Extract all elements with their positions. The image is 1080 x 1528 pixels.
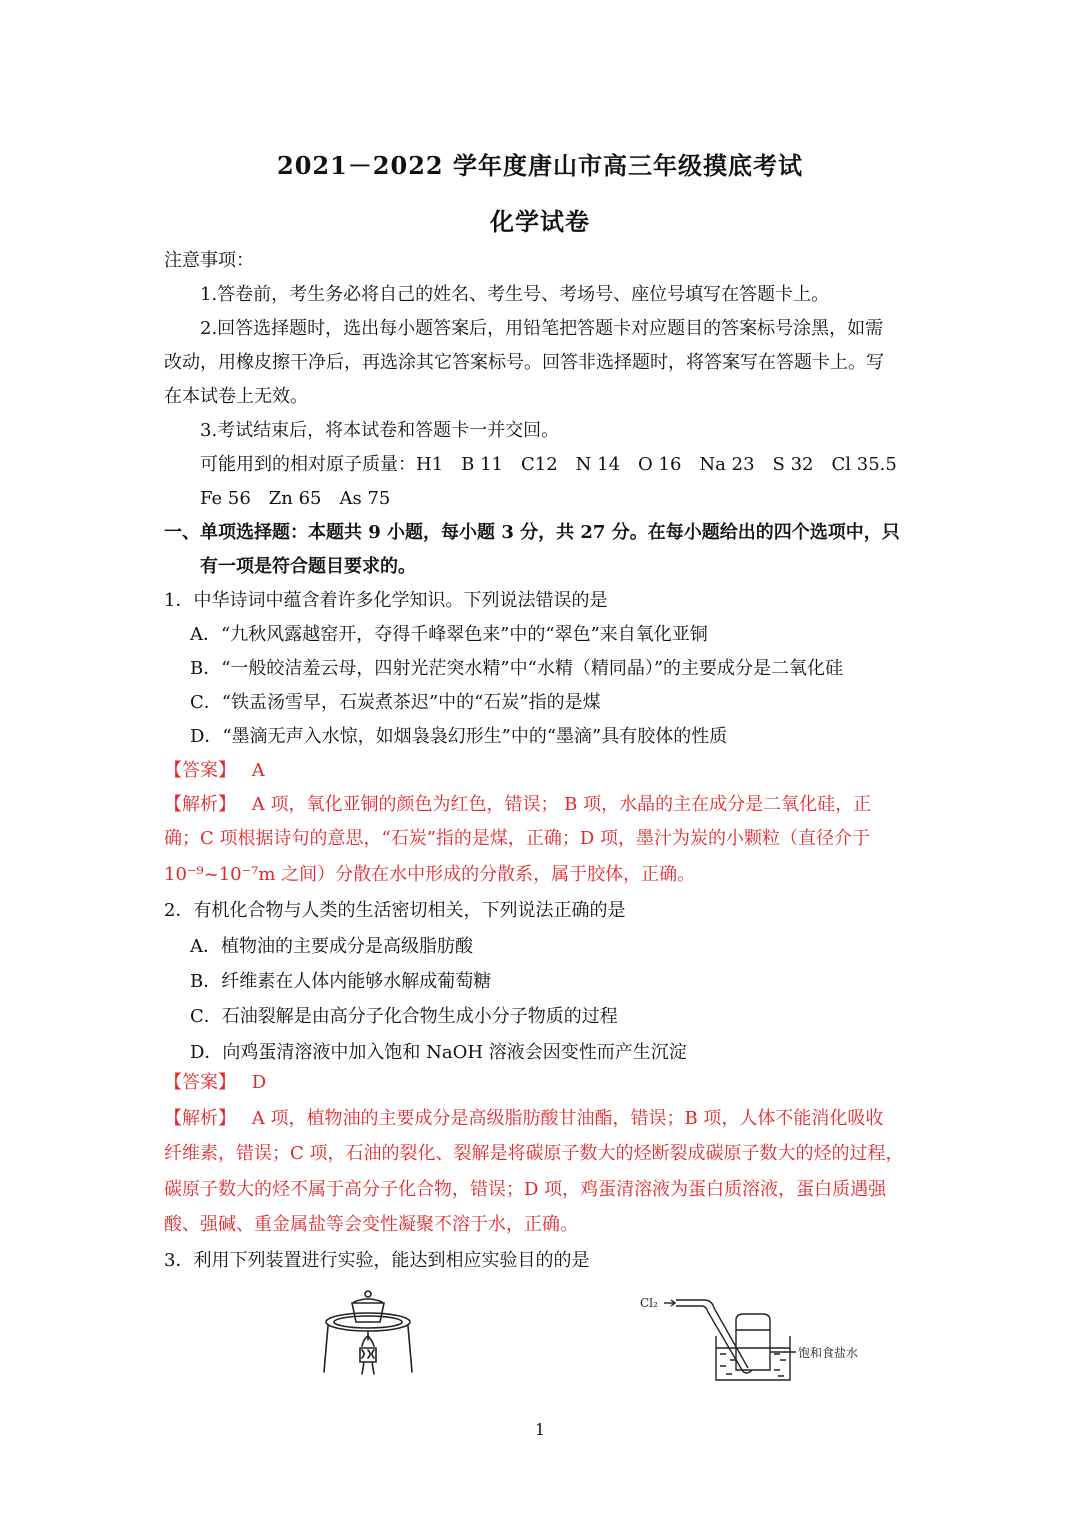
q1-option-a: A．“九秋风露越窑开，夺得千峰翠色来”中的“翠色”来自氧化亚铜 <box>190 624 708 645</box>
answer-value: D <box>251 1072 267 1093</box>
q2-stem: 2．有机化合物与人类的生活密切相关，下列说法正确的是 <box>164 900 626 921</box>
q2-analysis-line-2: 纤维素，错误；C 项，石油的裂化、裂解是将碳原子数大的烃断裂成碳原子数大的烃的过程， <box>164 1143 904 1164</box>
notice-item-2-line-1: 2.回答选择题时，选出每小题答案后，用铅笔把答题卡对应题目的答案标号涂黑，如需 <box>200 318 884 339</box>
notice-item-2-line-3: 在本试卷上无效。 <box>164 386 308 407</box>
q3-stem: 3．利用下列装置进行实验，能达到相应实验目的的是 <box>164 1250 590 1271</box>
analysis-label: 【解析】 <box>164 1108 236 1129</box>
q1-option-d: D．“墨滴无声入水惊，如烟袅袅幻形生”中的“墨滴”具有胶体的性质 <box>190 726 728 747</box>
answer-label: 【答案】 <box>164 1072 236 1093</box>
notice-item-1: 1.答卷前，考生务必将自己的姓名、考生号、考场号、座位号填写在答题卡上。 <box>200 284 830 305</box>
atomic-mass-line-2: Fe 56 Zn 65 As 75 <box>200 488 391 509</box>
q1-option-b: B．“一般皎洁羞云母，四射光茫突水精”中“水精（精同晶）”的主要成分是二氧化硅 <box>190 658 844 679</box>
atomic-mass-line-1: 可能用到的相对原子质量：H1 B 11 C12 N 14 O 16 Na 23 S 32 Cl 35.5 <box>200 454 897 475</box>
q1-analysis-line-1 <box>164 792 924 818</box>
notice-heading: 注意事项： <box>164 250 254 271</box>
chlorine-collection-figure <box>634 1290 884 1386</box>
notice-item-3: 3.考试结束后，将本试卷和答题卡一并交回。 <box>200 420 560 441</box>
answer-value: A <box>251 760 265 781</box>
analysis-text: A 项，植物油的主要成分是高级脂肪酸甘油酯，错误；B 项，人体不能消化吸收 <box>251 1108 884 1129</box>
tripod-crucible-figure <box>318 1288 418 1378</box>
saturated-salt-water-label: 饱和食盐水 <box>798 1346 859 1360</box>
q2-option-a: A．植物油的主要成分是高级脂肪酸 <box>190 936 473 957</box>
section-heading-line-1: 一、单项选择题：本题共 9 小题，每小题 3 分，共 27 分。在每小题给出的四个选项中，只 <box>164 522 900 543</box>
q2-analysis-line-1 <box>164 1106 924 1132</box>
exam-title: 2021－2022 学年度唐山市高三年级摸底考试 <box>277 151 803 180</box>
cl2-label: Cl₂ <box>640 1296 658 1310</box>
analysis-label: 【解析】 <box>164 794 236 815</box>
q2-analysis-line-4: 酸、强碱、重金属盐等会变性凝聚不溶于水，正确。 <box>164 1214 578 1235</box>
q2-analysis-line-3: 碳原子数大的烃不属于高分子化合物，错误；D 项，鸡蛋清溶液为蛋白质溶液，蛋白质遇强 <box>164 1179 887 1200</box>
answer-label: 【答案】 <box>164 760 236 781</box>
q2-option-b: B．纤维素在人体内能够水解成葡萄糖 <box>190 971 492 992</box>
q2-option-c: C．石油裂解是由高分子化合物生成小分子物质的过程 <box>190 1006 618 1027</box>
q1-analysis-line-2: 确；C 项根据诗句的意思，“石炭”指的是煤，正确；D 项，墨汁为炭的小颗粒（直径介于 <box>164 828 871 849</box>
page-number: 1 <box>534 1420 546 1439</box>
notice-item-2-line-2: 改动，用橡皮擦干净后，再选涂其它答案标号。回答非选择题时，将答案写在答题卡上。写 <box>164 352 884 373</box>
q1-option-c: C．“铁盂汤雪早，石炭煮茶迟”中的“石炭”指的是煤 <box>190 692 601 713</box>
exam-subtitle: 化学试卷 <box>490 207 590 236</box>
q2-option-d: D．向鸡蛋清溶液中加入饱和 NaOH 溶液会因变性而产生沉淀 <box>190 1042 687 1063</box>
analysis-text: A 项，氧化亚铜的颜色为红色，错误； B 项，水晶的主在成分是二氧化硅，正 <box>251 794 872 815</box>
q2-answer <box>164 1070 924 1096</box>
section-heading-line-2: 有一项是符合题目要求的。 <box>200 556 416 577</box>
q1-answer <box>164 758 924 784</box>
q1-analysis-line-3: 10⁻⁹~10⁻⁷m 之间）分散在水中形成的分散系，属于胶体，正确。 <box>164 864 696 885</box>
q1-stem: 1．中华诗词中蕴含着许多化学知识。下列说法错误的是 <box>164 590 608 611</box>
